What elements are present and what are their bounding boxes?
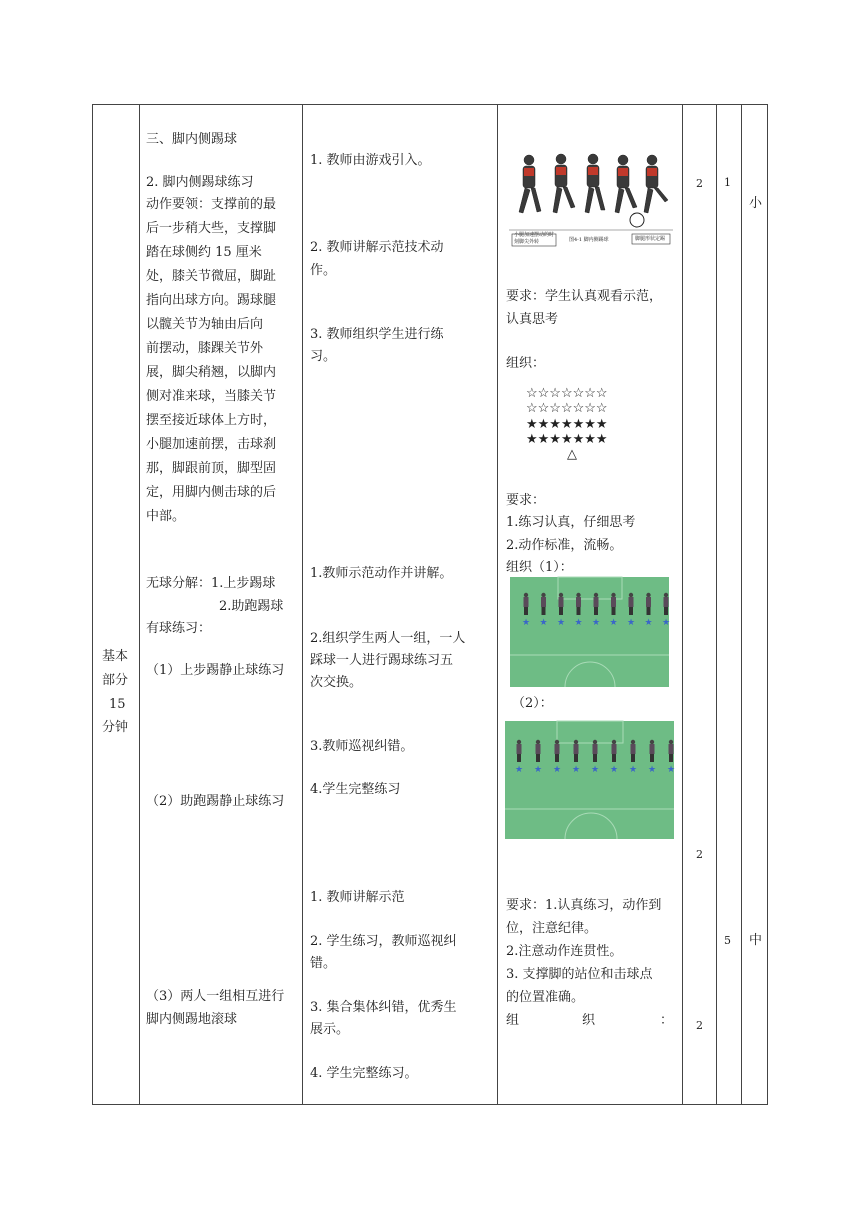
- col-border-4: [682, 104, 683, 1105]
- exercise-3-line-1: （3）两人一组相互进行: [146, 989, 285, 1004]
- organization-3-char-2: 织: [582, 1013, 596, 1028]
- svg-text:★: ★: [591, 765, 600, 775]
- organization-3-char-3: ：: [660, 1013, 674, 1028]
- svg-text:★: ★: [667, 765, 676, 775]
- teacher-step: 3.教师巡视纠错。: [310, 739, 414, 754]
- exercise-3-line-2: 脚内侧踢地滚球: [146, 1012, 238, 1027]
- essentials-line: 以髋关节为轴由后向: [146, 317, 264, 332]
- requirement-2-label: 要求：: [506, 493, 546, 508]
- figure-caption-left-2: 刻脚尖外转: [514, 239, 540, 245]
- player-figure-icon: [627, 593, 635, 628]
- svg-text:★: ★: [629, 765, 638, 775]
- teacher-step: 4. 学生完整练习。: [310, 1066, 418, 1081]
- table-bottom-border: [92, 1104, 768, 1105]
- svg-text:★: ★: [592, 618, 601, 628]
- group-count: 2: [696, 848, 703, 861]
- player-figure-icon: [540, 593, 548, 628]
- essentials-line: 中部。: [146, 509, 186, 524]
- no-ball-breakdown-1: 无球分解：1.上步踢球: [146, 576, 276, 591]
- soccer-field-diagram-2: [505, 721, 674, 839]
- essentials-line: 侧对准来球，当膝关节: [146, 389, 277, 404]
- requirement-3-line-2: 位，注意纪律。: [506, 921, 598, 936]
- essentials-line: 动作要领：支撑前的最: [146, 197, 277, 212]
- technique-essentials: [146, 193, 298, 529]
- teacher-step: 展示。: [310, 1022, 350, 1037]
- player-figure-icon: [667, 740, 675, 775]
- essentials-line: 那，脚跟前顶，脚型固: [146, 461, 277, 476]
- teacher-step: 1. 教师讲解示范: [310, 890, 405, 905]
- svg-text:★: ★: [648, 765, 657, 775]
- essentials-line: 处，膝关节微屈，脚趾: [146, 269, 277, 284]
- svg-text:★: ★: [572, 765, 581, 775]
- intensity-level: 小: [749, 196, 763, 211]
- teacher-triangle-icon: △: [567, 447, 577, 462]
- svg-text:★: ★: [610, 765, 619, 775]
- exercise-1: （1）上步踢静止球练习: [146, 663, 285, 678]
- organization-3-char-1: 组: [506, 1013, 520, 1028]
- teacher-step: 踩球一人进行踢球练习五: [310, 653, 454, 668]
- player-figure-icon: [575, 593, 583, 628]
- essentials-line: 展，脚尖稍翘，以脚内: [146, 365, 277, 380]
- svg-text:★: ★: [553, 765, 562, 775]
- kick-sequence-figure: [509, 150, 673, 248]
- player-figure-icon: [572, 740, 580, 775]
- teacher-step: 错。: [310, 956, 337, 971]
- player-figure-icon: [662, 593, 670, 628]
- content-heading: 三、脚内侧踢球: [146, 132, 238, 147]
- svg-text:★: ★: [534, 765, 543, 775]
- duration-minutes: 5: [724, 934, 731, 947]
- player-figure-icon: [592, 593, 600, 628]
- with-ball-practice: 有球练习：: [146, 621, 212, 636]
- field-lines-icon: [510, 577, 669, 687]
- teacher-step: 3. 集合集体纠错，优秀生: [310, 1000, 457, 1015]
- col-border-1: [139, 104, 140, 1105]
- teacher-step: 2.组织学生两人一组，一人: [310, 631, 466, 646]
- svg-text:★: ★: [574, 618, 583, 628]
- requirement-3-item-3-line-2: 的位置准确。: [506, 990, 585, 1005]
- essentials-line: 踏在球侧约 15 厘米: [146, 245, 262, 260]
- svg-text:★: ★: [627, 618, 636, 628]
- teacher-step: 习。: [310, 349, 337, 364]
- essentials-line: 前摆动，膝踝关节外: [146, 341, 264, 356]
- svg-text:★: ★: [609, 618, 618, 628]
- teacher-step: 4.学生完整练习: [310, 782, 401, 797]
- player-figure-icon: [522, 593, 530, 628]
- requirement-2-item-2: 2.动作标准，流畅。: [506, 538, 623, 553]
- player-figure-icon: [645, 593, 653, 628]
- col-border-0: [92, 104, 93, 1105]
- col-border-6: [741, 104, 742, 1105]
- teacher-step: 2. 学生练习，教师巡视纠: [310, 934, 457, 949]
- svg-text:★: ★: [662, 618, 671, 628]
- section-label-line-4: 分钟: [102, 720, 129, 735]
- svg-text:★: ★: [522, 618, 531, 628]
- svg-text:★: ★: [644, 618, 653, 628]
- figure-caption-mid: 图4-1 脚内侧踢球: [569, 237, 609, 243]
- formation-solid-stars-row-2: ★★★★★★★: [526, 432, 608, 447]
- teacher-step: 次交换。: [310, 675, 363, 690]
- group-count: 2: [696, 1019, 703, 1032]
- teacher-step: 1.教师示范动作并讲解。: [310, 566, 453, 581]
- col-border-5: [716, 104, 717, 1105]
- player-figure-icon: [610, 740, 618, 775]
- teacher-step: 2. 教师讲解示范技术动: [310, 240, 444, 255]
- requirement-3-item-2: 2.注意动作连贯性。: [506, 944, 623, 959]
- requirement-2-item-1: 1.练习认真，仔细思考: [506, 515, 636, 530]
- soccer-field-diagram-1: [510, 577, 669, 687]
- section-label-line-3: 15: [109, 697, 126, 712]
- requirement-3-item-3-line-1: 3. 支撑脚的站位和击球点: [506, 967, 653, 982]
- col-border-7: [767, 104, 768, 1105]
- organization-1-label: 组织：: [506, 356, 546, 371]
- no-ball-breakdown-2: 2.助跑踢球: [219, 599, 284, 614]
- player-figure-icon: [648, 740, 656, 775]
- formation-hollow-stars-row-1: ☆☆☆☆☆☆☆: [526, 386, 608, 401]
- table-top-border: [92, 104, 768, 105]
- requirement-3-line-1: 要求：1.认真练习，动作到: [506, 898, 662, 913]
- field-lines-icon: [505, 721, 674, 839]
- figure-caption-right: 脚腿形状定踢: [635, 236, 666, 242]
- essentials-line: 摆至接近球体上方时，: [146, 413, 277, 428]
- group-count: 2: [696, 177, 703, 190]
- requirement-1-line-1: 要求：学生认真观看示范，: [506, 289, 663, 304]
- col-border-2: [302, 104, 303, 1105]
- teacher-step: 3. 教师组织学生进行练: [310, 327, 444, 342]
- section-label-line-1: 基本: [102, 649, 129, 664]
- organization-2-label-2: （2）：: [512, 696, 553, 711]
- formation-solid-stars-row-1: ★★★★★★★: [526, 417, 608, 432]
- svg-text:★: ★: [557, 618, 566, 628]
- player-figure-icon: [629, 740, 637, 775]
- essentials-line: 小腿加速前摆，击球刹: [146, 437, 277, 452]
- player-figure-icon: [610, 593, 618, 628]
- player-figure-icon: [534, 740, 542, 775]
- player-figure-icon: [553, 740, 561, 775]
- content-subheading: 2. 脚内侧踢球练习: [146, 175, 254, 190]
- organization-2-label-1: 组织（1）：: [506, 560, 573, 575]
- teacher-step: 1. 教师由游戏引入。: [310, 153, 431, 168]
- essentials-line: 指向出球方向。踢球腿: [146, 293, 277, 308]
- teacher-step: 作。: [310, 263, 337, 278]
- essentials-line: 定，用脚内侧击球的后: [146, 485, 277, 500]
- player-figure-icon: [591, 740, 599, 775]
- svg-text:★: ★: [515, 765, 524, 775]
- formation-hollow-stars-row-2: ☆☆☆☆☆☆☆: [526, 401, 608, 416]
- figure-caption-left: 小腿加速摆动的时: [514, 232, 555, 238]
- essentials-line: 后一步稍大些，支撑脚: [146, 221, 277, 236]
- col-border-3: [497, 104, 498, 1105]
- exercise-2: （2）助跑踢静止球练习: [146, 794, 285, 809]
- player-figure-icon: [515, 740, 523, 775]
- duration-minutes: 1: [724, 176, 731, 189]
- requirement-1-line-2: 认真思考: [506, 312, 559, 327]
- section-label-line-2: 部分: [102, 673, 129, 688]
- svg-text:★: ★: [539, 618, 548, 628]
- intensity-level: 中: [749, 933, 763, 948]
